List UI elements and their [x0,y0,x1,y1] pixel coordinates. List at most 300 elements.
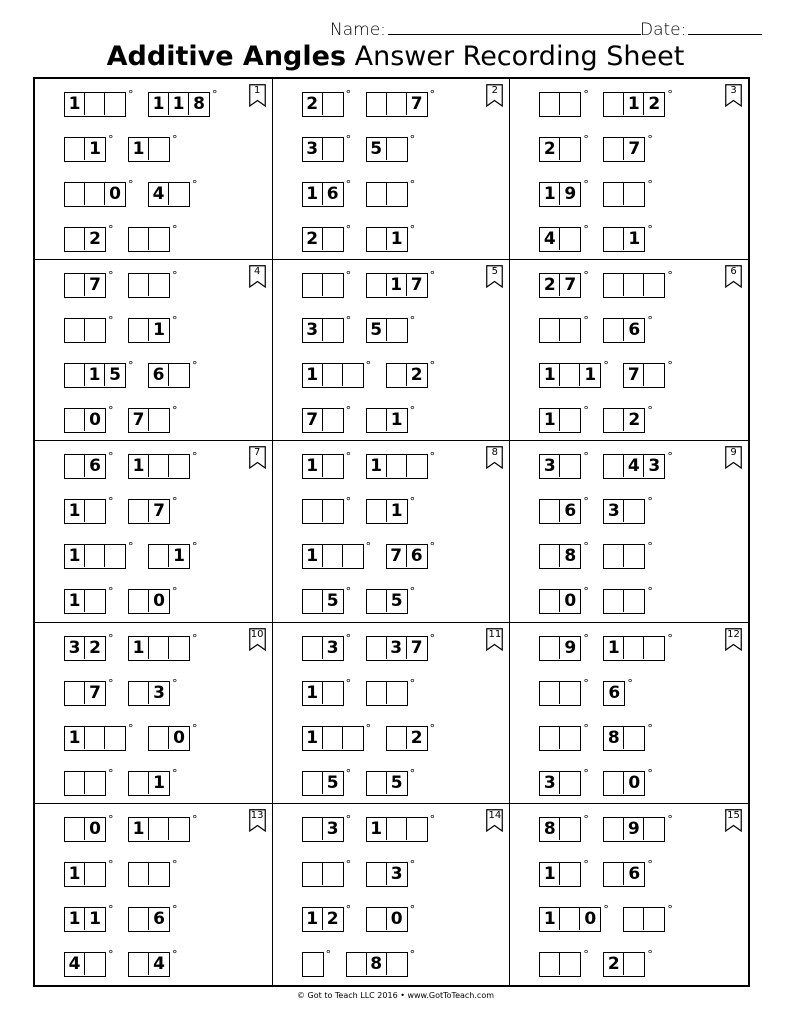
digit-box[interactable]: 5 [367,138,387,160]
digit-box[interactable] [149,274,169,296]
digit-box[interactable] [560,138,580,160]
digit-box[interactable] [129,319,149,341]
digit-box[interactable]: 1 [584,365,597,386]
digit-box[interactable] [85,772,105,794]
digit-box[interactable] [129,908,149,930]
digit-box[interactable]: 8 [540,818,560,840]
digit-box[interactable] [604,93,624,115]
digit-box[interactable] [343,545,363,567]
digit-box[interactable] [604,409,624,431]
digit-box[interactable] [323,228,343,250]
digit-box[interactable] [387,455,407,477]
digit-box[interactable]: 2 [410,727,423,748]
digit-box[interactable] [644,818,664,840]
digit-box[interactable] [367,637,387,659]
digit-box[interactable]: 3 [390,863,403,884]
digit-box[interactable] [343,727,363,749]
digit-box[interactable]: 1 [540,908,560,930]
digit-box[interactable]: 0 [153,591,165,612]
digit-box[interactable]: 3 [65,637,85,659]
digit-box[interactable] [624,545,644,567]
digit-box[interactable] [323,364,343,386]
digit-box[interactable] [65,274,85,296]
digit-box[interactable]: 6 [628,863,641,884]
digit-box[interactable]: 6 [410,546,423,567]
digit-box[interactable]: 1 [390,501,403,522]
digit-box[interactable] [323,500,343,522]
digit-box[interactable]: 1 [540,863,560,885]
digit-box[interactable] [624,953,644,975]
angle-row [302,540,436,569]
digit-box[interactable] [149,818,169,840]
digit-box[interactable] [367,682,387,704]
digit-box[interactable] [560,93,580,115]
digit-box[interactable]: 6 [608,682,621,703]
digit-box[interactable] [387,138,407,160]
digit-box[interactable] [343,364,363,386]
digit-box[interactable] [105,727,125,749]
digit-box[interactable] [367,228,387,250]
digit-box[interactable] [560,863,580,885]
digit-box[interactable] [323,863,343,885]
digit-box[interactable]: 1 [387,274,407,296]
digit-box[interactable]: 1 [390,229,403,249]
digit-box[interactable] [387,818,407,840]
digit-box[interactable] [604,772,624,794]
digit-boxes [64,273,106,298]
digit-box[interactable] [149,545,169,567]
digit-box[interactable] [624,590,644,612]
digit-box[interactable] [540,727,560,749]
digit-box[interactable] [129,228,149,250]
digit-box[interactable] [644,364,664,386]
digit-box[interactable] [85,93,105,115]
digit-box[interactable] [85,727,105,749]
digit-box[interactable]: 7 [153,501,165,522]
angle-answer [539,857,589,887]
name-field[interactable] [388,34,641,35]
digit-box[interactable] [65,138,85,160]
digit-box[interactable]: 2 [648,94,661,114]
degree-symbol: ° [365,540,372,554]
digit-box[interactable] [303,953,323,975]
digit-box[interactable] [105,93,125,115]
digit-boxes [302,817,344,842]
digit-box[interactable] [540,500,560,522]
digit-box[interactable] [560,364,580,386]
digit-box[interactable]: 3 [540,455,560,477]
digit-box[interactable]: 1 [153,772,165,793]
digit-box[interactable]: 5 [390,591,403,612]
digit-box[interactable] [129,953,149,975]
digit-box[interactable]: 3 [326,818,339,839]
angle-row [539,857,653,887]
digit-box[interactable] [65,228,85,250]
digit-box[interactable] [85,545,105,567]
digit-box[interactable]: 6 [564,501,577,522]
digit-box[interactable] [169,455,189,477]
degree-symbol: ° [429,812,436,826]
digit-box[interactable]: 1 [173,546,185,567]
digit-box[interactable]: 2 [89,637,101,658]
digit-box[interactable] [624,637,644,659]
digit-box[interactable] [323,455,343,477]
digit-box[interactable]: 0 [89,410,101,431]
digit-box[interactable] [323,727,343,749]
digit-box[interactable] [560,772,580,794]
digit-box[interactable]: 5 [109,365,121,386]
digit-box[interactable] [560,455,580,477]
digit-box[interactable]: 1 [303,455,323,477]
digit-box[interactable]: 3 [604,500,624,522]
angle-answer [539,495,589,524]
digit-box[interactable] [604,183,624,205]
card-number-flag [725,84,742,107]
digit-box[interactable]: 1 [303,727,323,749]
digit-box[interactable] [367,274,387,296]
digit-box[interactable]: 1 [65,908,85,930]
digit-box[interactable] [65,319,85,341]
digit-box[interactable]: 1 [540,409,560,431]
digit-box[interactable] [560,908,580,930]
digit-box[interactable] [644,908,664,930]
digit-boxes [128,636,190,661]
digit-box[interactable] [367,183,387,205]
digit-box[interactable]: 1 [65,590,85,612]
digit-box[interactable]: 9 [564,637,577,658]
digit-box[interactable] [560,953,580,975]
digit-box[interactable] [604,545,624,567]
digit-box[interactable] [303,274,323,296]
digit-boxes [302,92,344,117]
digit-box[interactable] [65,455,85,477]
digit-boxes [603,771,645,796]
digit-box[interactable]: 1 [303,364,323,386]
digit-box[interactable] [367,590,387,612]
digit-box[interactable]: 4 [149,183,169,205]
digit-box[interactable]: 1 [367,455,387,477]
digit-box[interactable] [604,138,624,160]
digit-box[interactable]: 0 [628,772,641,793]
digit-box[interactable] [644,637,664,659]
digit-box[interactable] [303,863,323,885]
degree-symbol: ° [172,133,178,146]
digit-box[interactable]: 7 [410,275,423,296]
digit-box[interactable]: 7 [624,364,644,386]
digit-box[interactable] [387,319,407,341]
digit-box[interactable]: 2 [540,274,560,296]
angle-answer [386,721,436,751]
digit-box[interactable]: 1 [129,455,149,477]
digit-box[interactable]: 1 [65,727,85,749]
digit-box[interactable]: 2 [326,908,339,929]
digit-box[interactable] [129,772,149,794]
digit-box[interactable]: 2 [628,410,641,431]
digit-box[interactable] [540,682,560,704]
digit-box[interactable]: 1 [540,183,560,205]
digit-box[interactable] [85,953,105,975]
digit-box[interactable] [65,183,85,205]
digit-box[interactable]: 2 [604,953,624,975]
digit-box[interactable] [129,863,149,885]
degree-symbol: ° [192,450,198,464]
digit-boxes [302,907,344,932]
digit-box[interactable]: 7 [410,94,423,114]
digit-box[interactable] [387,364,407,386]
digit-box[interactable] [540,93,560,115]
digit-box[interactable] [624,908,644,930]
digit-box[interactable] [149,455,169,477]
digit-box[interactable]: 0 [390,908,403,929]
digit-box[interactable]: 2 [303,228,323,250]
digit-box[interactable]: 7 [129,409,149,431]
digit-box[interactable]: 7 [89,275,101,296]
digit-box[interactable]: 1 [303,545,323,567]
digit-box[interactable]: 7 [410,637,423,658]
digit-box[interactable] [303,500,323,522]
digit-box[interactable]: 1 [303,682,323,704]
digit-box[interactable] [540,637,560,659]
digit-box[interactable] [367,908,387,930]
digit-box[interactable]: 6 [89,456,101,477]
digit-box[interactable] [387,93,407,115]
digit-box[interactable]: 1 [628,229,641,249]
digit-box[interactable]: 8 [367,953,387,975]
digit-box[interactable]: 9 [564,184,577,204]
digit-box[interactable] [367,409,387,431]
digit-box[interactable] [560,319,580,341]
digit-box[interactable]: 7 [89,682,101,703]
digit-box[interactable] [105,545,125,567]
digit-box[interactable]: 1 [153,320,165,341]
digit-box[interactable]: 1 [85,364,105,386]
digit-box[interactable] [540,319,560,341]
digit-box[interactable] [129,590,149,612]
digit-box[interactable]: 1 [89,908,101,929]
digit-box[interactable]: 1 [624,93,644,115]
angle-answer [539,676,589,706]
digit-box[interactable] [560,682,580,704]
digit-box[interactable] [169,364,189,386]
angle-answer [302,359,372,388]
digit-box[interactable] [65,364,85,386]
digit-box[interactable]: 4 [153,953,165,974]
digit-box[interactable]: 5 [326,591,339,612]
digit-boxes [539,952,581,977]
digit-box[interactable] [303,590,323,612]
angle-answer [386,359,436,388]
digit-box[interactable] [149,138,169,160]
digit-box[interactable]: 1 [65,93,85,115]
digit-box[interactable] [624,274,644,296]
digit-box[interactable]: 6 [326,184,339,204]
digit-box[interactable]: 1 [129,818,149,840]
digit-box[interactable]: 4 [65,953,85,975]
digit-box[interactable] [65,682,85,704]
angle-row [539,495,653,524]
digit-box[interactable]: 5 [390,772,403,793]
angle-answer [64,404,114,433]
digit-box[interactable] [604,319,624,341]
degree-symbol: ° [647,133,653,146]
digit-box[interactable]: 3 [540,772,560,794]
digit-box[interactable]: 9 [624,818,644,840]
digit-box[interactable] [604,274,624,296]
digit-box[interactable]: 1 [65,545,85,567]
digit-box[interactable] [323,274,343,296]
digit-box[interactable]: 7 [303,409,323,431]
digit-box[interactable] [129,682,149,704]
digit-box[interactable] [323,682,343,704]
digit-box[interactable] [149,727,169,749]
digit-box[interactable] [560,228,580,250]
digit-box[interactable]: 1 [390,410,403,431]
digit-box[interactable] [540,953,560,975]
digit-box[interactable]: 2 [89,229,101,249]
digit-box[interactable] [65,409,85,431]
date-field[interactable] [688,34,762,35]
digit-box[interactable] [149,409,169,431]
digit-box[interactable]: 2 [540,138,560,160]
digit-box[interactable] [387,183,407,205]
digit-box[interactable] [560,409,580,431]
digit-box[interactable]: 4 [624,455,644,477]
angle-answer [64,133,114,162]
digit-box[interactable] [149,228,169,250]
digit-box[interactable] [407,818,427,840]
digit-box[interactable]: 1 [65,863,85,885]
digit-box[interactable] [560,818,580,840]
digit-box[interactable] [604,863,624,885]
digit-box[interactable]: 7 [628,139,641,159]
digit-box[interactable]: 1 [65,500,85,522]
angle-answer [366,676,416,706]
digit-box[interactable] [624,727,644,749]
digit-box[interactable] [367,500,387,522]
digit-boxes [366,318,408,343]
digit-box[interactable] [323,409,343,431]
digit-box[interactable]: 1 [169,93,189,115]
digit-box[interactable] [85,319,105,341]
digit-box[interactable] [85,183,105,205]
digit-box[interactable] [169,818,189,840]
digit-box[interactable] [323,319,343,341]
digit-box[interactable] [560,727,580,749]
digit-box[interactable]: 3 [648,456,661,477]
digit-box[interactable] [85,590,105,612]
digit-box[interactable]: 5 [367,319,387,341]
digit-box[interactable] [169,637,189,659]
digit-box[interactable] [129,500,149,522]
digit-box[interactable] [303,818,323,840]
digit-box[interactable] [604,455,624,477]
digit-box[interactable] [65,818,85,840]
digit-box[interactable]: 1 [303,183,323,205]
digit-box[interactable]: 6 [628,320,641,341]
digit-box[interactable] [323,545,343,567]
digit-box[interactable]: 1 [149,93,169,115]
digit-box[interactable] [387,682,407,704]
digit-box[interactable]: 3 [153,682,165,703]
digit-box[interactable] [604,818,624,840]
digit-box[interactable]: 4 [540,228,560,250]
digit-box[interactable]: 8 [193,94,205,114]
card-number-flag [249,628,266,651]
digit-box[interactable]: 2 [410,365,423,386]
digit-box[interactable] [604,590,624,612]
digit-box[interactable] [129,274,149,296]
digit-box[interactable]: 0 [109,184,121,204]
digit-box[interactable]: 6 [153,908,165,929]
digit-box[interactable]: 1 [604,637,624,659]
digit-box[interactable]: 3 [387,637,407,659]
digit-box[interactable]: 6 [149,364,169,386]
digit-box[interactable]: 1 [367,818,387,840]
digit-box[interactable]: 0 [584,908,597,929]
digit-box[interactable] [604,228,624,250]
digit-box[interactable] [323,138,343,160]
digit-box[interactable]: 8 [564,546,577,567]
digit-box[interactable] [347,953,367,975]
digit-box[interactable] [624,500,644,522]
digit-box[interactable] [387,727,407,749]
digit-box[interactable] [169,183,189,205]
digit-box[interactable]: 2 [303,93,323,115]
digit-box[interactable] [624,183,644,205]
digit-box[interactable] [149,863,169,885]
digit-box[interactable] [303,637,323,659]
digit-box[interactable]: 3 [326,637,339,658]
digit-boxes [603,589,645,614]
digit-box[interactable] [644,274,664,296]
digit-box[interactable]: 0 [564,591,577,612]
digit-box[interactable]: 5 [326,772,339,793]
digit-box[interactable]: 1 [303,908,323,930]
digit-boxes [148,182,190,207]
digit-box[interactable] [367,772,387,794]
digit-box[interactable] [85,863,105,885]
digit-box[interactable] [540,545,560,567]
digit-box[interactable] [303,772,323,794]
digit-box[interactable] [407,455,427,477]
digit-box[interactable] [367,93,387,115]
digit-box[interactable] [149,637,169,659]
digit-box[interactable]: 1 [540,364,560,386]
digit-box[interactable]: 7 [564,275,577,296]
angle-answer [128,223,178,252]
digit-box[interactable]: 1 [129,138,149,160]
angle-answer [366,133,416,162]
digit-box[interactable] [540,590,560,612]
digit-box[interactable]: 3 [303,319,323,341]
digit-boxes [128,273,170,298]
digit-box[interactable]: 7 [387,545,407,567]
digit-box[interactable] [323,93,343,115]
digit-box[interactable]: 8 [604,727,624,749]
card-number: 10 [250,628,264,640]
digit-box[interactable]: 0 [89,818,101,839]
digit-box[interactable]: 1 [89,139,101,159]
digit-box[interactable]: 1 [129,637,149,659]
digit-box[interactable] [85,500,105,522]
digit-boxes [603,499,645,524]
digit-box[interactable]: 3 [303,138,323,160]
digit-box[interactable] [367,863,387,885]
digit-box[interactable]: 0 [173,727,185,748]
angle-answer [302,495,352,524]
digit-box[interactable] [387,953,407,975]
digit-box[interactable] [65,772,85,794]
